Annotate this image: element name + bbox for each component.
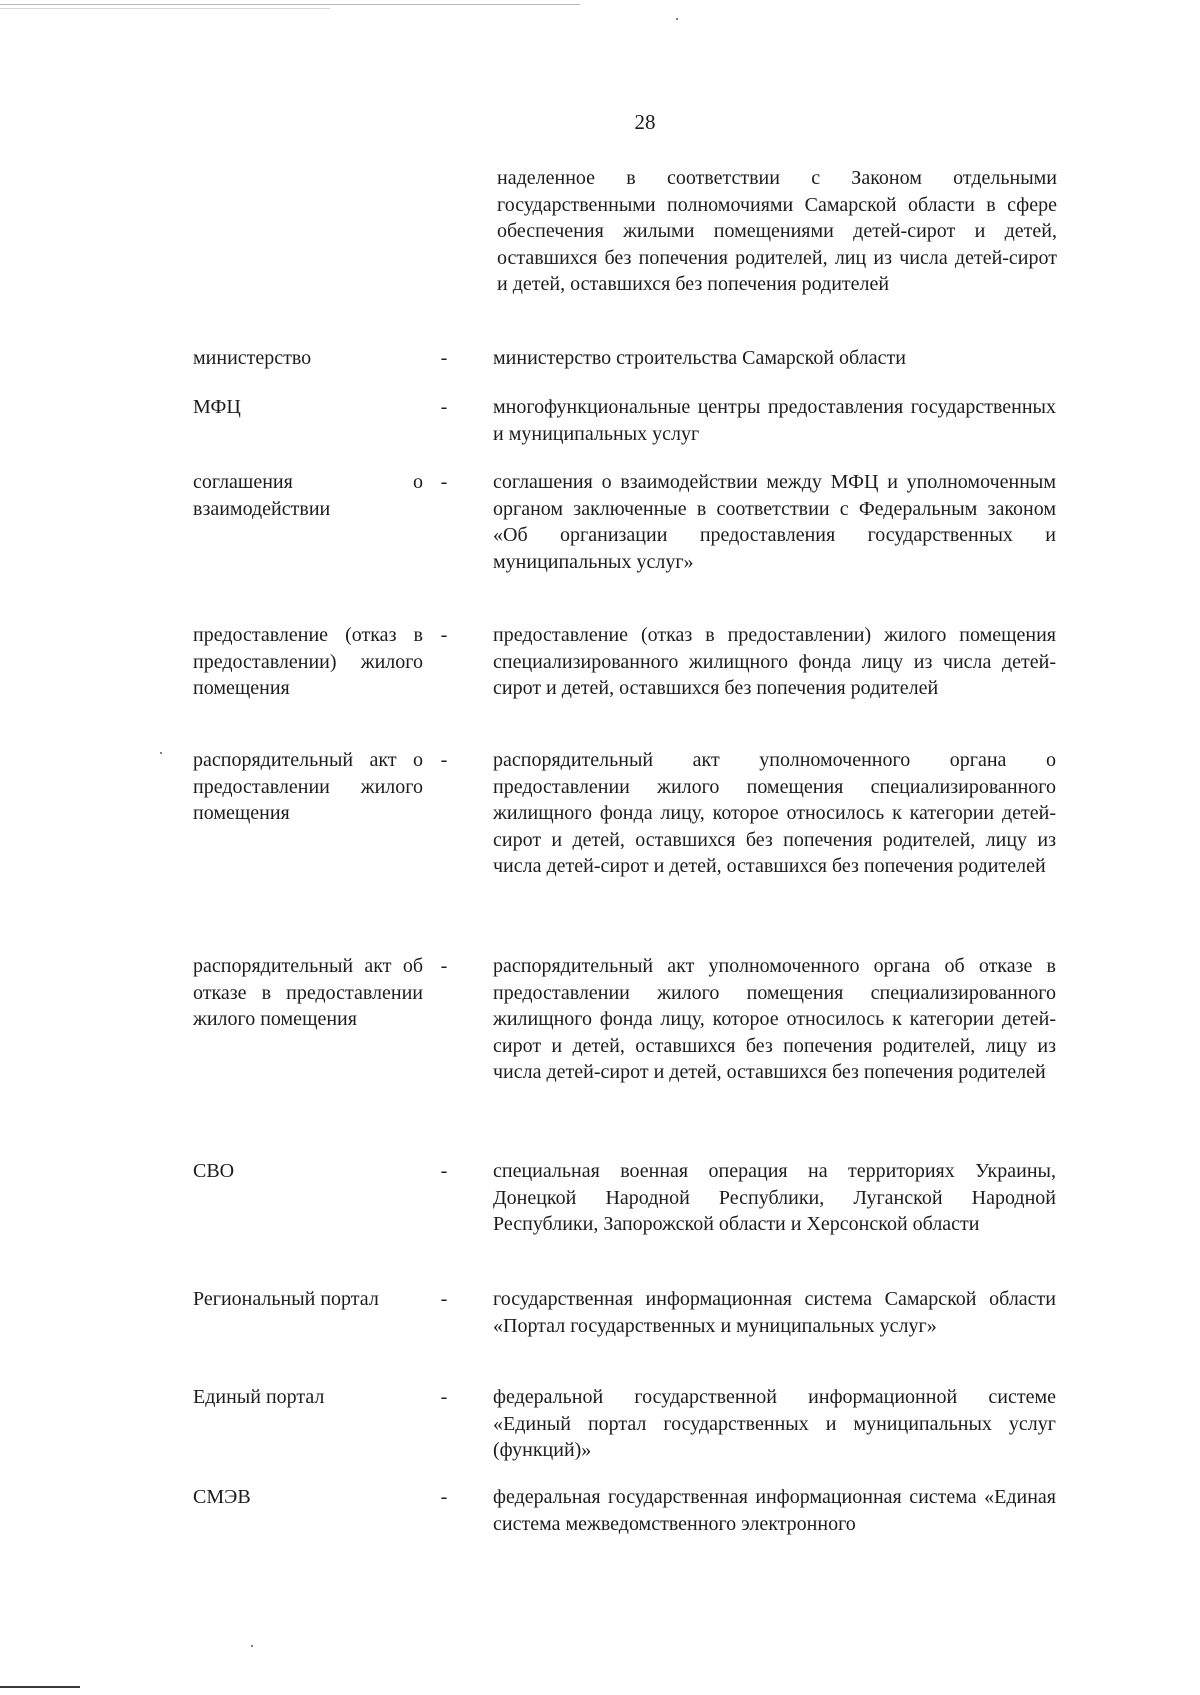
glossary-term: распорядительный акт о предоставлении жилого помещения [193, 749, 423, 824]
scan-edge-line [0, 1686, 80, 1688]
glossary-term: соглашения о взаимодействии [193, 471, 423, 520]
term-separator: - [440, 1486, 448, 1508]
glossary-term: СМЭВ [193, 1486, 251, 1508]
term-separator: - [440, 1160, 448, 1182]
term-separator: - [440, 347, 448, 369]
glossary-term: министерство [193, 347, 312, 369]
glossary-term: МФЦ [193, 396, 241, 418]
scan-speck [251, 1645, 253, 1647]
glossary-definition: специальная военная операция на территориях Украины, Донецкой Народной Республики, Луганской Народной Республики, Запорожской области и Херсонской области [493, 1160, 1056, 1235]
glossary-term: Региональный портал [193, 1288, 379, 1310]
glossary-definition: предоставление (отказ в предоставлении) жилого помещения специализированного жилищного фонда лицу из числа детей-сирот и детей, оставшихся без попечения родителей [493, 624, 1056, 699]
term-separator: - [440, 624, 448, 646]
scan-speck [160, 752, 162, 754]
term-separator: - [440, 955, 448, 977]
glossary-definition: распорядительный акт уполномоченного органа о предоставлении жилого помещения специализированного жилищного фонда лицу, которое относилось к категории детей-сирот и детей, оставшихся без попечения родителей, лицу из числа детей-сирот и детей, оставшихся без попечения родителей [493, 749, 1056, 877]
glossary-term: распорядительный акт об отказе в предоставлении жилого помещения [193, 955, 423, 1030]
glossary-definition: государственная информационная система Самарской области «Портал государственных и муниципальных услуг» [493, 1288, 1056, 1337]
continued-definition-text: наделенное в соответствии с Законом отдельными государственными полномочиями Самарской области в сфере обеспечения жилыми помещениями детей-сирот и детей, оставшихся без попечения родителей, лиц из числа детей-сирот и детей, оставшихся без попечения родителей [497, 167, 1057, 295]
glossary-term: предоставление (отказ в предоставлении) жилого помещения [193, 624, 423, 699]
glossary-definition: федеральная государственная информационная система «Единая система межведомственного электронного [493, 1486, 1056, 1535]
glossary-term: Единый портал [193, 1386, 325, 1408]
glossary-definition: министерство строительства Самарской области [493, 347, 906, 369]
term-separator: - [440, 1288, 448, 1310]
scan-edge-line [0, 8, 330, 9]
glossary-definition: федеральной государственной информационной системе «Единый портал государственных и муниципальных услуг (функций)» [493, 1386, 1056, 1461]
term-separator: - [440, 396, 448, 418]
glossary-term: СВО [193, 1160, 235, 1182]
scan-speck [676, 18, 678, 20]
glossary-definition: многофункциональные центры предоставления государственных и муниципальных услуг [493, 396, 1056, 445]
term-separator: - [440, 471, 448, 493]
term-separator: - [440, 749, 448, 771]
glossary-definition: соглашения о взаимодействии между МФЦ и уполномоченным органом заключенные в соответствии с Федеральным законом «Об организации предоставления государственных и муниципальных услуг» [493, 471, 1056, 573]
page-number: 28 [634, 110, 656, 134]
scan-edge-line [0, 4, 580, 5]
glossary-definition: распорядительный акт уполномоченного органа об отказе в предоставлении жилого помещения специализированного жилищного фонда лицу, которое относилось к категории детей-сирот и детей, оставшихся без попечения родителей, лицу из числа детей-сирот и детей, оставшихся без попечения родителей [493, 955, 1056, 1083]
term-separator: - [440, 1386, 448, 1408]
